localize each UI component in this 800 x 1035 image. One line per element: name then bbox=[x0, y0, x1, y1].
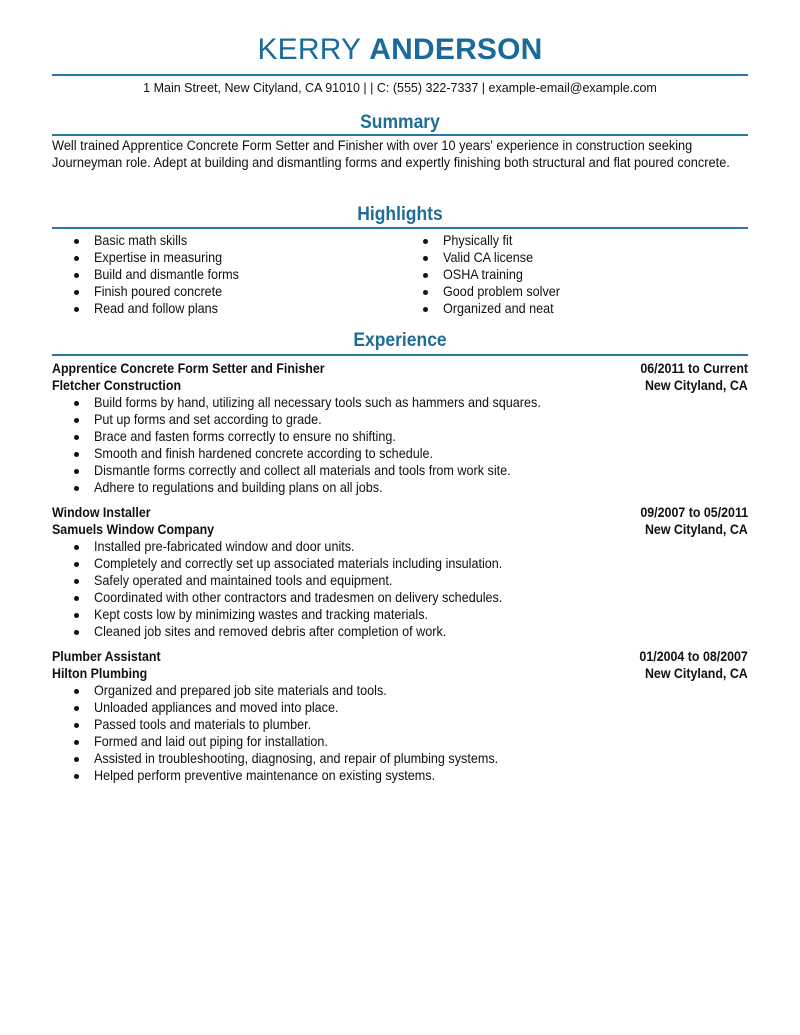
list-item bbox=[72, 445, 748, 462]
bullet-icon bbox=[74, 613, 79, 618]
list-item bbox=[72, 699, 748, 716]
list-item bbox=[72, 733, 748, 750]
job-title: Window Installer bbox=[52, 505, 151, 520]
list-item-text: Read and follow plans bbox=[94, 300, 218, 316]
last-name: ANDERSON bbox=[369, 33, 543, 66]
bullet-icon bbox=[74, 452, 79, 457]
list-item-text: Coordinated with other contractors and tradesmen on delivery schedules. bbox=[94, 589, 503, 605]
job-entry bbox=[52, 360, 748, 496]
bullet-icon bbox=[74, 630, 79, 635]
summary-divider bbox=[52, 134, 748, 136]
bullet-icon bbox=[423, 290, 428, 295]
job-duties-list bbox=[52, 538, 748, 640]
list-item bbox=[421, 232, 573, 249]
bullet-icon bbox=[74, 579, 79, 584]
bullet-icon bbox=[74, 290, 79, 295]
list-item bbox=[72, 300, 255, 317]
list-item bbox=[421, 283, 573, 300]
job-title-row bbox=[52, 648, 748, 665]
bullet-icon bbox=[74, 239, 79, 244]
bullet-icon bbox=[74, 774, 79, 779]
list-item-text: Assisted in troubleshooting, diagnosing, and repair of plumbing systems. bbox=[94, 750, 499, 766]
list-item-text: Finish poured concrete bbox=[94, 283, 223, 299]
list-item-text: Helped perform preventive maintenance on existing systems. bbox=[94, 767, 436, 783]
list-item bbox=[72, 572, 748, 589]
list-item bbox=[421, 266, 573, 283]
list-item-text: Safely operated and maintained tools and equipment. bbox=[94, 572, 393, 588]
list-item bbox=[72, 606, 748, 623]
list-item bbox=[72, 623, 748, 640]
bullet-icon bbox=[74, 486, 79, 491]
list-item-text: Basic math skills bbox=[94, 232, 188, 248]
list-item bbox=[72, 767, 748, 784]
list-item bbox=[72, 428, 748, 445]
bullet-icon bbox=[74, 562, 79, 567]
bullet-icon bbox=[423, 307, 428, 312]
bullet-icon bbox=[74, 596, 79, 601]
list-item-text: Dismantle forms correctly and collect all materials and tools from work site. bbox=[94, 462, 511, 478]
list-item-text: Good problem solver bbox=[443, 283, 560, 299]
bullet-icon bbox=[74, 545, 79, 550]
list-item bbox=[72, 394, 748, 411]
summary-heading: Summary bbox=[360, 112, 440, 133]
bullet-icon bbox=[74, 435, 79, 440]
list-item bbox=[72, 538, 748, 555]
summary-text: Well trained Apprentice Concrete Form Setter and Finisher with over 10 years' experience in construction seeking Journeyman role. Adept at building and dismantling forms and expertly finishing both structural and flat poured concrete. bbox=[52, 138, 730, 171]
bullet-icon bbox=[423, 273, 428, 278]
job-company-row bbox=[52, 521, 748, 538]
bullet-icon bbox=[74, 740, 79, 745]
job-entry bbox=[52, 504, 748, 640]
list-item-text: Valid CA license bbox=[443, 249, 534, 265]
experience-heading: Experience bbox=[353, 330, 447, 351]
list-item bbox=[72, 479, 748, 496]
candidate-name bbox=[52, 32, 748, 68]
bullet-icon bbox=[74, 757, 79, 762]
job-company: Samuels Window Company bbox=[52, 522, 215, 537]
job-title-row bbox=[52, 504, 748, 521]
list-item bbox=[72, 682, 748, 699]
list-item bbox=[72, 555, 748, 572]
job-title-row bbox=[52, 360, 748, 377]
list-item bbox=[72, 283, 255, 300]
job-title: Apprentice Concrete Form Setter and Finisher bbox=[52, 361, 325, 376]
list-item-text: Adhere to regulations and building plans on all jobs. bbox=[94, 479, 383, 495]
job-dates: 01/2004 to 08/2007 bbox=[639, 649, 748, 664]
bullet-icon bbox=[423, 239, 428, 244]
list-item-text: Brace and fasten forms correctly to ensure no shifting. bbox=[94, 428, 396, 444]
list-item-text: OSHA training bbox=[443, 266, 523, 282]
list-item-text: Put up forms and set according to grade. bbox=[94, 411, 322, 427]
list-item bbox=[72, 716, 748, 733]
list-item-text: Build and dismantle forms bbox=[94, 266, 239, 282]
header-divider bbox=[52, 74, 748, 76]
list-item-text: Unloaded appliances and moved into place. bbox=[94, 699, 339, 715]
list-item-text: Organized and neat bbox=[443, 300, 554, 316]
job-duties-list bbox=[52, 394, 748, 496]
list-item bbox=[72, 249, 255, 266]
list-item bbox=[72, 411, 748, 428]
bullet-icon bbox=[74, 706, 79, 711]
highlights-heading: Highlights bbox=[357, 204, 443, 225]
list-item bbox=[421, 249, 573, 266]
job-title: Plumber Assistant bbox=[52, 649, 161, 664]
list-item bbox=[72, 266, 255, 283]
list-item-text: Completely and correctly set up associated materials including insulation. bbox=[94, 555, 503, 571]
highlights-divider bbox=[52, 227, 748, 229]
job-location: New Cityland, CA bbox=[645, 522, 748, 537]
highlights-left-list bbox=[72, 232, 255, 317]
list-item-text: Smooth and finish hardened concrete according to schedule. bbox=[94, 445, 434, 461]
job-company: Fletcher Construction bbox=[52, 378, 182, 393]
list-item bbox=[421, 300, 573, 317]
bullet-icon bbox=[74, 307, 79, 312]
job-location: New Cityland, CA bbox=[645, 666, 748, 681]
job-duties-list bbox=[52, 682, 748, 784]
bullet-icon bbox=[423, 256, 428, 261]
list-item bbox=[72, 462, 748, 479]
job-company-row bbox=[52, 377, 748, 394]
job-entry bbox=[52, 648, 748, 784]
bullet-icon bbox=[74, 418, 79, 423]
bullet-icon bbox=[74, 469, 79, 474]
bullet-icon bbox=[74, 256, 79, 261]
list-item-text: Passed tools and materials to plumber. bbox=[94, 716, 312, 732]
list-item bbox=[72, 232, 255, 249]
job-company-row bbox=[52, 665, 748, 682]
list-item-text: Build forms by hand, utilizing all necessary tools such as hammers and squares. bbox=[94, 394, 541, 410]
job-dates: 06/2011 to Current bbox=[640, 361, 748, 376]
job-company: Hilton Plumbing bbox=[52, 666, 148, 681]
bullet-icon bbox=[74, 723, 79, 728]
list-item-text: Kept costs low by minimizing wastes and tracking materials. bbox=[94, 606, 429, 622]
list-item-text: Cleaned job sites and removed debris after completion of work. bbox=[94, 623, 447, 639]
contact-info: 1 Main Street, New Cityland, CA 91010 | | C: (555) 322-7337 | example-email@example.com bbox=[143, 81, 657, 95]
experience-divider bbox=[52, 354, 748, 356]
list-item-text: Expertise in measuring bbox=[94, 249, 223, 265]
bullet-icon bbox=[74, 689, 79, 694]
job-location: New Cityland, CA bbox=[645, 378, 748, 393]
list-item-text: Organized and prepared job site materials and tools. bbox=[94, 682, 387, 698]
list-item-text: Physically fit bbox=[443, 232, 513, 248]
bullet-icon bbox=[74, 401, 79, 406]
job-dates: 09/2007 to 05/2011 bbox=[640, 505, 748, 520]
first-name: KERRY bbox=[257, 33, 361, 66]
highlights-right-list bbox=[421, 232, 573, 317]
list-item bbox=[72, 589, 748, 606]
bullet-icon bbox=[74, 273, 79, 278]
list-item-text: Formed and laid out piping for installation. bbox=[94, 733, 328, 749]
list-item bbox=[72, 750, 748, 767]
list-item-text: Installed pre-fabricated window and door units. bbox=[94, 538, 355, 554]
